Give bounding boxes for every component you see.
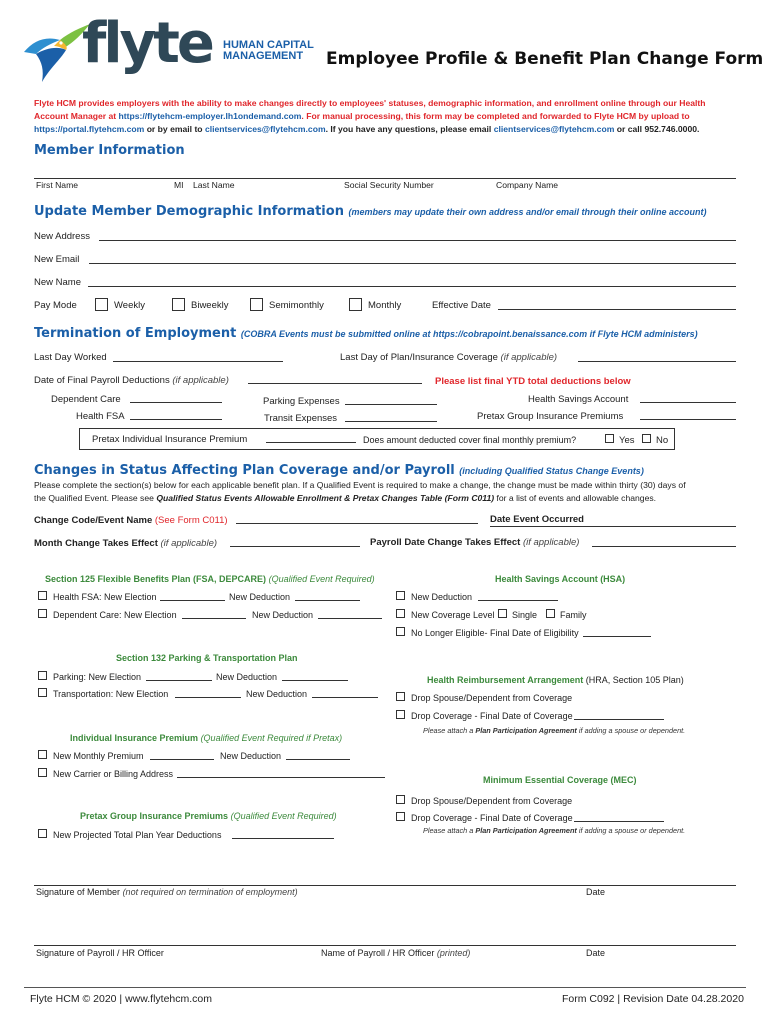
parking-new-field[interactable] <box>146 680 212 681</box>
month-change-field[interactable] <box>230 546 360 547</box>
payroll-change-applicable: (if applicable) <box>522 537 580 548</box>
mec-attach-a: Please attach a <box>423 826 474 835</box>
pretax-individual-field[interactable] <box>266 442 356 443</box>
dependent-care-checkbox[interactable] <box>38 609 47 618</box>
biweekly-checkbox[interactable] <box>172 298 185 311</box>
payroll-change-label <box>370 537 579 548</box>
ssn-label: Social Security Number <box>344 180 434 190</box>
footer-left: Flyte HCM © 2020 | www.flytehcm.com <box>30 993 213 1005</box>
final-payroll-text: Date of Final Payroll Deductions <box>34 375 170 386</box>
termination-title: Termination of Employment <box>34 326 237 341</box>
individual-deduction-field[interactable] <box>286 759 350 760</box>
hsa-deduction-label: New Deduction <box>411 592 473 602</box>
hsa-label: Health Savings Account <box>528 394 629 405</box>
hsa-coverage-level-label: New Coverage Level <box>411 610 495 620</box>
pretax-group-field[interactable] <box>640 419 736 420</box>
termination-note: (COBRA Events must be submitted online at https://cobrapoint.benaissance.com if Flyte HCM administers) <box>240 329 698 339</box>
sec125-title: Section 125 Flexible Benefits Plan (FSA, DEPCARE) <box>45 574 267 584</box>
intro-line3a: or by email to <box>146 124 203 134</box>
status-changes-title: Changes in Status Affecting Plan Coverage and/or Payroll <box>34 463 455 478</box>
cover-no-label: No <box>656 435 669 446</box>
new-name-field[interactable] <box>88 286 736 287</box>
pretax-group-label: Pretax Group Insurance Premiums <box>477 411 624 422</box>
last-day-plan-text: Last Day of Plan/Insurance Coverage <box>340 352 498 363</box>
individual-heading <box>70 733 342 743</box>
first-name-label: First Name <box>36 180 79 190</box>
hra-title: Health Reimbursement Arrangement <box>427 675 584 685</box>
status-changes-paragraph <box>34 479 744 505</box>
individual-deduction-label: New Deduction <box>220 751 282 761</box>
final-payroll-label <box>34 375 229 386</box>
new-monthly-premium-checkbox[interactable] <box>38 750 47 759</box>
hsa-family-checkbox[interactable] <box>546 609 555 618</box>
sec125-heading <box>45 574 375 584</box>
cover-yes-checkbox[interactable] <box>605 434 614 443</box>
new-email-label: New Email <box>34 254 80 265</box>
new-carrier-field[interactable] <box>177 777 385 778</box>
hsa-no-longer-checkbox[interactable] <box>396 627 405 636</box>
employer-portal-link[interactable]: https://flytehcm-employer.lh1ondemand.com <box>118 111 302 121</box>
pretax-individual-label: Pretax Individual Insurance Premium <box>92 434 248 445</box>
transportation-new-label: Transportation: New Election <box>53 689 169 699</box>
hsa-deduction-checkbox[interactable] <box>396 591 405 600</box>
new-address-field[interactable] <box>99 240 736 241</box>
logo-subtitle-line2: MANAGEMENT <box>223 50 304 62</box>
cover-question-label: Does amount deducted cover final monthly premium? <box>363 435 577 445</box>
form-c011-reference: Qualified Status Events Allowable Enrollment & Pretax Changes Table (Form C011) <box>156 493 495 503</box>
date-event-field[interactable] <box>490 526 736 527</box>
mec-attach-c: if adding a spouse or dependent. <box>578 826 686 835</box>
hsa-field[interactable] <box>640 402 736 403</box>
pay-mode-label: Pay Mode <box>34 300 77 311</box>
officer-date-label: Date <box>586 948 606 958</box>
demographic-heading <box>34 204 707 219</box>
parking-deduction-field[interactable] <box>282 680 348 681</box>
status-para-line2a: the Qualified Event. Please see <box>34 493 154 503</box>
semimonthly-checkbox[interactable] <box>250 298 263 311</box>
intro-line1: Flyte HCM provides employers with the ability to make changes directly to employees' statuses, demographic information, and enrollment online through our Health <box>34 98 706 108</box>
new-email-field[interactable] <box>89 263 736 264</box>
parking-expenses-label: Parking Expenses <box>263 396 340 407</box>
hsa-deduction-field[interactable] <box>478 600 558 601</box>
dep-care-deduction-label: New Deduction <box>252 610 314 620</box>
mec-drop-spouse-label: Drop Spouse/Dependent from Coverage <box>411 796 573 806</box>
hsa-family-label: Family <box>560 610 587 620</box>
last-day-plan-field[interactable] <box>578 361 736 362</box>
new-monthly-premium-label: New Monthly Premium <box>53 751 144 761</box>
hra-drop-coverage-label: Drop Coverage - Final Date of Coverage <box>411 711 573 721</box>
email-link[interactable]: clientservices@flytehcm.com <box>204 124 326 134</box>
mec-drop-coverage-field[interactable] <box>574 821 664 822</box>
health-fsa-deduction-field[interactable] <box>295 600 360 601</box>
intro-line3b: . If you have any questions, please email <box>325 124 492 134</box>
portal-link[interactable]: https://portal.flytehcm.com <box>34 124 145 134</box>
ytd-deductions-note: Please list final YTD total deductions below <box>435 376 631 387</box>
intro-line3c: or call 952.746.0000. <box>616 124 700 134</box>
new-projected-label: New Projected Total Plan Year Deductions <box>53 830 222 840</box>
mec-attach-b: Plan Participation Agreement <box>475 826 577 835</box>
form-title: Employee Profile & Benefit Plan Change Form <box>326 49 764 69</box>
dep-care-new-field[interactable] <box>182 618 246 619</box>
month-change-applicable: (if applicable) <box>160 538 218 549</box>
parking-expenses-field[interactable] <box>345 404 437 405</box>
health-fsa-deduction-label: New Deduction <box>229 592 291 602</box>
parking-deduction-label: New Deduction <box>216 672 278 682</box>
officer-name-label <box>321 948 470 958</box>
parking-new-label: Parking: New Election <box>53 672 142 682</box>
last-name-label: Last Name <box>193 180 235 190</box>
weekly-checkbox[interactable] <box>95 298 108 311</box>
change-code-field[interactable] <box>236 523 478 524</box>
officer-name-printed: (printed) <box>436 948 471 958</box>
last-day-worked-label: Last Day Worked <box>34 352 107 363</box>
transit-expenses-field[interactable] <box>345 421 437 422</box>
new-carrier-checkbox[interactable] <box>38 768 47 777</box>
monthly-label: Monthly <box>368 300 402 311</box>
dep-care-new-label: Dependent Care: New Election <box>53 610 177 620</box>
member-info-heading: Member Information <box>34 143 185 158</box>
month-change-label <box>34 538 217 549</box>
transit-expenses-label: Transit Expenses <box>264 413 338 424</box>
member-signature-field[interactable] <box>34 885 736 886</box>
hra-drop-coverage-checkbox[interactable] <box>396 710 405 719</box>
health-fsa-label: Health FSA <box>76 411 125 422</box>
pretax-group-heading <box>80 811 337 821</box>
officer-signature-field[interactable] <box>34 945 736 946</box>
dep-care-deduction-field[interactable] <box>318 618 382 619</box>
final-payroll-applicable: (if applicable) <box>172 375 229 386</box>
cover-yes-label: Yes <box>619 435 635 446</box>
dependent-care-field[interactable] <box>130 402 222 403</box>
member-signature-label <box>36 887 298 897</box>
final-payroll-field[interactable] <box>248 383 422 384</box>
payroll-change-text: Payroll Date Change Takes Effect <box>370 537 521 548</box>
health-fsa-new-field[interactable] <box>160 600 225 601</box>
sec125-qual: (Qualified Event Required) <box>268 574 375 584</box>
member-signature-text: Signature of Member <box>36 887 121 897</box>
status-changes-note: (including Qualified Status Change Events) <box>459 466 644 476</box>
new-monthly-premium-field[interactable] <box>150 759 214 760</box>
hsa-section-heading: Health Savings Account (HSA) <box>495 574 626 584</box>
member-date-label: Date <box>586 887 606 897</box>
monthly-checkbox[interactable] <box>349 298 362 311</box>
semimonthly-label: Semimonthly <box>269 300 324 311</box>
new-address-label: New Address <box>34 231 90 242</box>
hra-title-note: (HRA, Section 105 Plan) <box>585 675 684 685</box>
sec132-heading: Section 132 Parking & Transportation Plan <box>116 653 298 663</box>
hra-drop-spouse-label: Drop Spouse/Dependent from Coverage <box>411 693 573 703</box>
member-signature-note: (not required on termination of employment) <box>122 887 298 897</box>
termination-heading <box>34 326 698 341</box>
cover-no-checkbox[interactable] <box>642 434 651 443</box>
change-code-text: Change Code/Event Name <box>34 515 153 526</box>
new-projected-checkbox[interactable] <box>38 829 47 838</box>
footer-right: Form C092 | Revision Date 04.28.2020 <box>562 993 744 1005</box>
health-fsa-field[interactable] <box>130 419 222 420</box>
logo-subtitle-line1: HUMAN CAPITAL <box>223 39 314 51</box>
hra-drop-coverage-field[interactable] <box>574 719 664 720</box>
hra-attach-b: Plan Participation Agreement <box>475 726 577 735</box>
transportation-checkbox[interactable] <box>38 688 47 697</box>
hra-heading <box>427 675 684 685</box>
biweekly-label: Biweekly <box>191 300 229 311</box>
transportation-new-field[interactable] <box>175 697 241 698</box>
new-name-label: New Name <box>34 277 81 288</box>
transportation-deduction-label: New Deduction <box>246 689 308 699</box>
parking-checkbox[interactable] <box>38 671 47 680</box>
hra-drop-spouse-checkbox[interactable] <box>396 692 405 701</box>
last-day-plan-label <box>340 352 557 363</box>
mi-label: MI <box>174 180 184 190</box>
health-fsa-new-label: Health FSA: New Election <box>53 592 157 602</box>
effective-date-field[interactable] <box>498 309 736 310</box>
status-changes-heading <box>34 463 644 478</box>
company-name-label: Company Name <box>496 180 559 190</box>
pretax-group-qual: (Qualified Event Required) <box>230 811 337 821</box>
mec-drop-spouse-checkbox[interactable] <box>396 795 405 804</box>
hra-attach-note <box>423 726 685 735</box>
pretax-group-title: Pretax Group Insurance Premiums <box>80 811 229 821</box>
change-code-label <box>34 515 228 526</box>
intro-paragraph <box>34 97 739 136</box>
status-para-line2b: for a list of events and allowable changes. <box>496 493 657 503</box>
hra-attach-c: if adding a spouse or dependent. <box>578 726 686 735</box>
mec-attach-note <box>423 826 685 835</box>
hsa-no-longer-label: No Longer Eligible- Final Date of Eligibility <box>411 628 579 638</box>
mec-drop-coverage-label: Drop Coverage - Final Date of Coverage <box>411 813 573 823</box>
footer-divider <box>24 987 746 988</box>
last-day-plan-applicable: (if applicable) <box>500 352 558 363</box>
intro-line2b: . For manual processing, this form may be completed and forwarded to Flyte HCM by upload to <box>301 111 690 121</box>
weekly-label: Weekly <box>114 300 145 311</box>
hsa-single-checkbox[interactable] <box>498 609 507 618</box>
officer-name-text: Name of Payroll / HR Officer <box>321 948 435 958</box>
intro-line2a: Account Manager at <box>34 111 117 121</box>
hra-attach-a: Please attach a <box>423 726 474 735</box>
new-projected-field[interactable] <box>232 838 334 839</box>
hsa-coverage-level-checkbox[interactable] <box>396 609 405 618</box>
hsa-no-longer-field[interactable] <box>583 636 651 637</box>
individual-qual: (Qualified Event Required if Pretax) <box>200 733 343 743</box>
logo-wordmark: flyte <box>82 11 212 76</box>
status-para-line1: Please complete the section(s) below for each applicable benefit plan. If a Qualified Event is required to make a change, the change must be made within thirty (30) days of <box>34 480 686 490</box>
officer-signature-label: Signature of Payroll / HR Officer <box>36 948 164 958</box>
new-carrier-label: New Carrier or Billing Address <box>53 769 174 779</box>
dependent-care-label: Dependent Care <box>51 394 121 405</box>
mec-heading: Minimum Essential Coverage (MEC) <box>483 775 637 785</box>
demographic-note: (members may update their own address and/or email through their online account) <box>348 207 707 217</box>
payroll-change-field[interactable] <box>592 546 736 547</box>
effective-date-label: Effective Date <box>432 300 491 311</box>
date-event-label: Date Event Occurred <box>490 514 584 525</box>
month-change-text: Month Change Takes Effect <box>34 538 158 549</box>
member-info-field-line[interactable] <box>34 178 736 179</box>
email-link-2[interactable]: clientservices@flytehcm.com <box>493 124 615 134</box>
mec-drop-coverage-checkbox[interactable] <box>396 812 405 821</box>
health-fsa-checkbox[interactable] <box>38 591 47 600</box>
individual-title: Individual Insurance Premium <box>70 733 199 743</box>
demographic-title: Update Member Demographic Information <box>34 204 344 219</box>
see-form-note: (See Form C011) <box>154 515 228 526</box>
last-day-worked-field[interactable] <box>113 361 283 362</box>
transportation-deduction-field[interactable] <box>312 697 378 698</box>
hsa-single-label: Single <box>512 610 538 620</box>
